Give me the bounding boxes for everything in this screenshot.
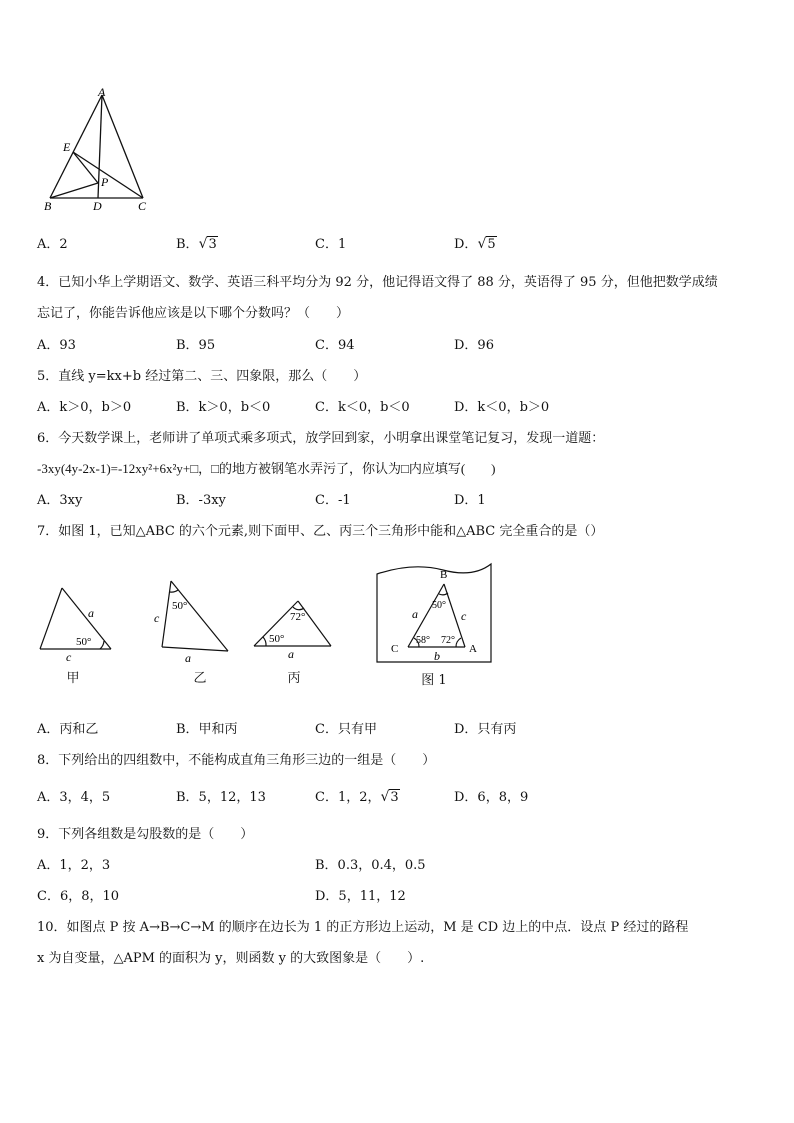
q10-stem-line2: x 为自变量，△APM 的面积为 y，则函数 y 的大致图象是（ ）.: [37, 951, 425, 966]
q6-stem-line1: 6．今天数学课上，老师讲了单项式乘多项式，放学回到家，小明拿出课堂笔记复习，发现一道题：: [37, 431, 605, 446]
q10-stem-line1: 10．如图点 P 按 A→B→C→M 的顺序在边长为 1 的正方形边上运动，M 是 CD 边上的中点．设点 P 经过的路程: [37, 920, 689, 935]
q5-stem: 5．直线 y=kx+b 经过第二、三、四象限，那么（ ）: [37, 369, 367, 384]
side-a: a: [185, 651, 191, 665]
q7-stem: 7．如图 1，已知△ABC 的六个元素,则下面甲、乙、丙三个三角形中能和△ABC 完全重合的是（）: [37, 524, 604, 539]
label-d: D: [93, 199, 102, 213]
side-b: b: [434, 649, 440, 663]
sqrt-radicand: 3: [208, 237, 217, 252]
q8-option-b[interactable]: B．5，12，13: [176, 790, 266, 805]
q3-option-b-label: B．: [176, 237, 199, 252]
caption-fig1: 图 1: [421, 673, 447, 688]
sqrt-radicand: 3: [390, 790, 399, 805]
q6-option-b[interactable]: B．-3xy: [176, 493, 226, 508]
q7-option-c[interactable]: C．只有甲: [315, 722, 377, 737]
label-c: C: [138, 199, 147, 213]
caption-yi: 乙: [193, 671, 207, 686]
q4-stem-line2: 忘记了，你能告诉他应该是以下哪个分数吗？（ ）: [37, 306, 350, 321]
angle-label-72: 72°: [290, 611, 306, 623]
q5-option-c[interactable]: C．k＜0，b＜0: [315, 400, 410, 415]
q4-option-c[interactable]: C．94: [315, 338, 355, 353]
q9-stem: 9．下列各组数是勾股数的是（ ）: [37, 827, 254, 842]
vertex-a: A: [469, 643, 477, 655]
angle-c-label: 58°: [416, 635, 430, 646]
angle-label: 50°: [172, 600, 188, 612]
q3-option-a[interactable]: A．2: [37, 237, 68, 252]
q5-option-d[interactable]: D．k＜0，b＞0: [454, 400, 550, 415]
sqrt-symbol: √5: [477, 236, 496, 252]
q6-formula: -3xy(4y-2x-1)=-12xy²+6x²y+□，□的地方被钢笔水弄污了，你认为□内应填写( ): [37, 461, 496, 476]
q8-stem: 8．下列给出的四组数中，不能构成直角三角形三边的一组是（ ）: [37, 753, 436, 768]
q9-option-c[interactable]: C．6，8，10: [37, 889, 120, 904]
q8-option-c-label: C．1，2，: [315, 790, 381, 805]
q6-option-a[interactable]: A．3xy: [37, 493, 83, 508]
triangle-yi: [150, 578, 232, 668]
triangle-jia: [36, 585, 116, 665]
q3-option-c[interactable]: C．1: [315, 237, 347, 252]
triangle-bing: [250, 598, 334, 662]
side-c: c: [66, 650, 72, 664]
q3-option-b[interactable]: [176, 233, 218, 252]
vertex-c: C: [391, 643, 399, 655]
q7-option-d[interactable]: D．只有丙: [454, 722, 517, 737]
q3-option-d[interactable]: [454, 233, 497, 252]
q6-option-c[interactable]: C．-1: [315, 493, 351, 508]
angle-a-label: 72°: [441, 635, 455, 646]
q4-option-d[interactable]: D．96: [454, 338, 494, 353]
q9-option-b[interactable]: B．0.3，0.4，0.5: [315, 858, 426, 873]
sqrt-symbol: √3: [380, 789, 399, 805]
caption-jia: 甲: [66, 671, 80, 686]
q3-option-d-label: D．: [454, 237, 478, 252]
angle-b-label: 50°: [432, 600, 446, 611]
side-c: c: [154, 611, 160, 625]
sqrt-radicand: 5: [487, 237, 496, 252]
q9-option-d[interactable]: D．5，11，12: [315, 889, 406, 904]
sqrt-symbol: √3: [198, 236, 217, 252]
figure-triangle-abc: [40, 85, 160, 215]
q6-option-d[interactable]: D．1: [454, 493, 486, 508]
q8-option-a[interactable]: A．3，4，5: [37, 790, 111, 805]
q8-option-c[interactable]: [315, 786, 400, 805]
q4-option-b[interactable]: B．95: [176, 338, 216, 353]
label-a: A: [98, 85, 106, 99]
vertex-b: B: [440, 569, 448, 581]
q4-option-a[interactable]: A．93: [37, 338, 76, 353]
side-a: a: [288, 647, 294, 661]
angle-label: 50°: [76, 636, 92, 648]
side-c: c: [461, 609, 467, 623]
q7-option-b[interactable]: B．甲和丙: [176, 722, 238, 737]
label-e: E: [63, 140, 71, 154]
side-a: a: [88, 606, 94, 620]
side-a: a: [412, 607, 418, 621]
figure-1: [373, 560, 497, 666]
q5-option-b[interactable]: B．k＞0，b＜0: [176, 400, 271, 415]
q8-option-d[interactable]: D．6，8，9: [454, 790, 529, 805]
caption-bing: 丙: [287, 671, 301, 686]
q7-option-a[interactable]: A．丙和乙: [37, 722, 99, 737]
q9-option-a[interactable]: A．1，2，3: [37, 858, 111, 873]
angle-label-50: 50°: [269, 633, 285, 645]
label-b: B: [44, 199, 52, 213]
q4-stem-line1: 4．已知小华上学期语文、数学、英语三科平均分为 92 分，他记得语文得了 88 分，英语得了 95 分，但他把数学成绩: [37, 275, 718, 290]
q5-option-a[interactable]: A．k＞0，b＞0: [37, 400, 132, 415]
label-p: P: [101, 175, 109, 189]
